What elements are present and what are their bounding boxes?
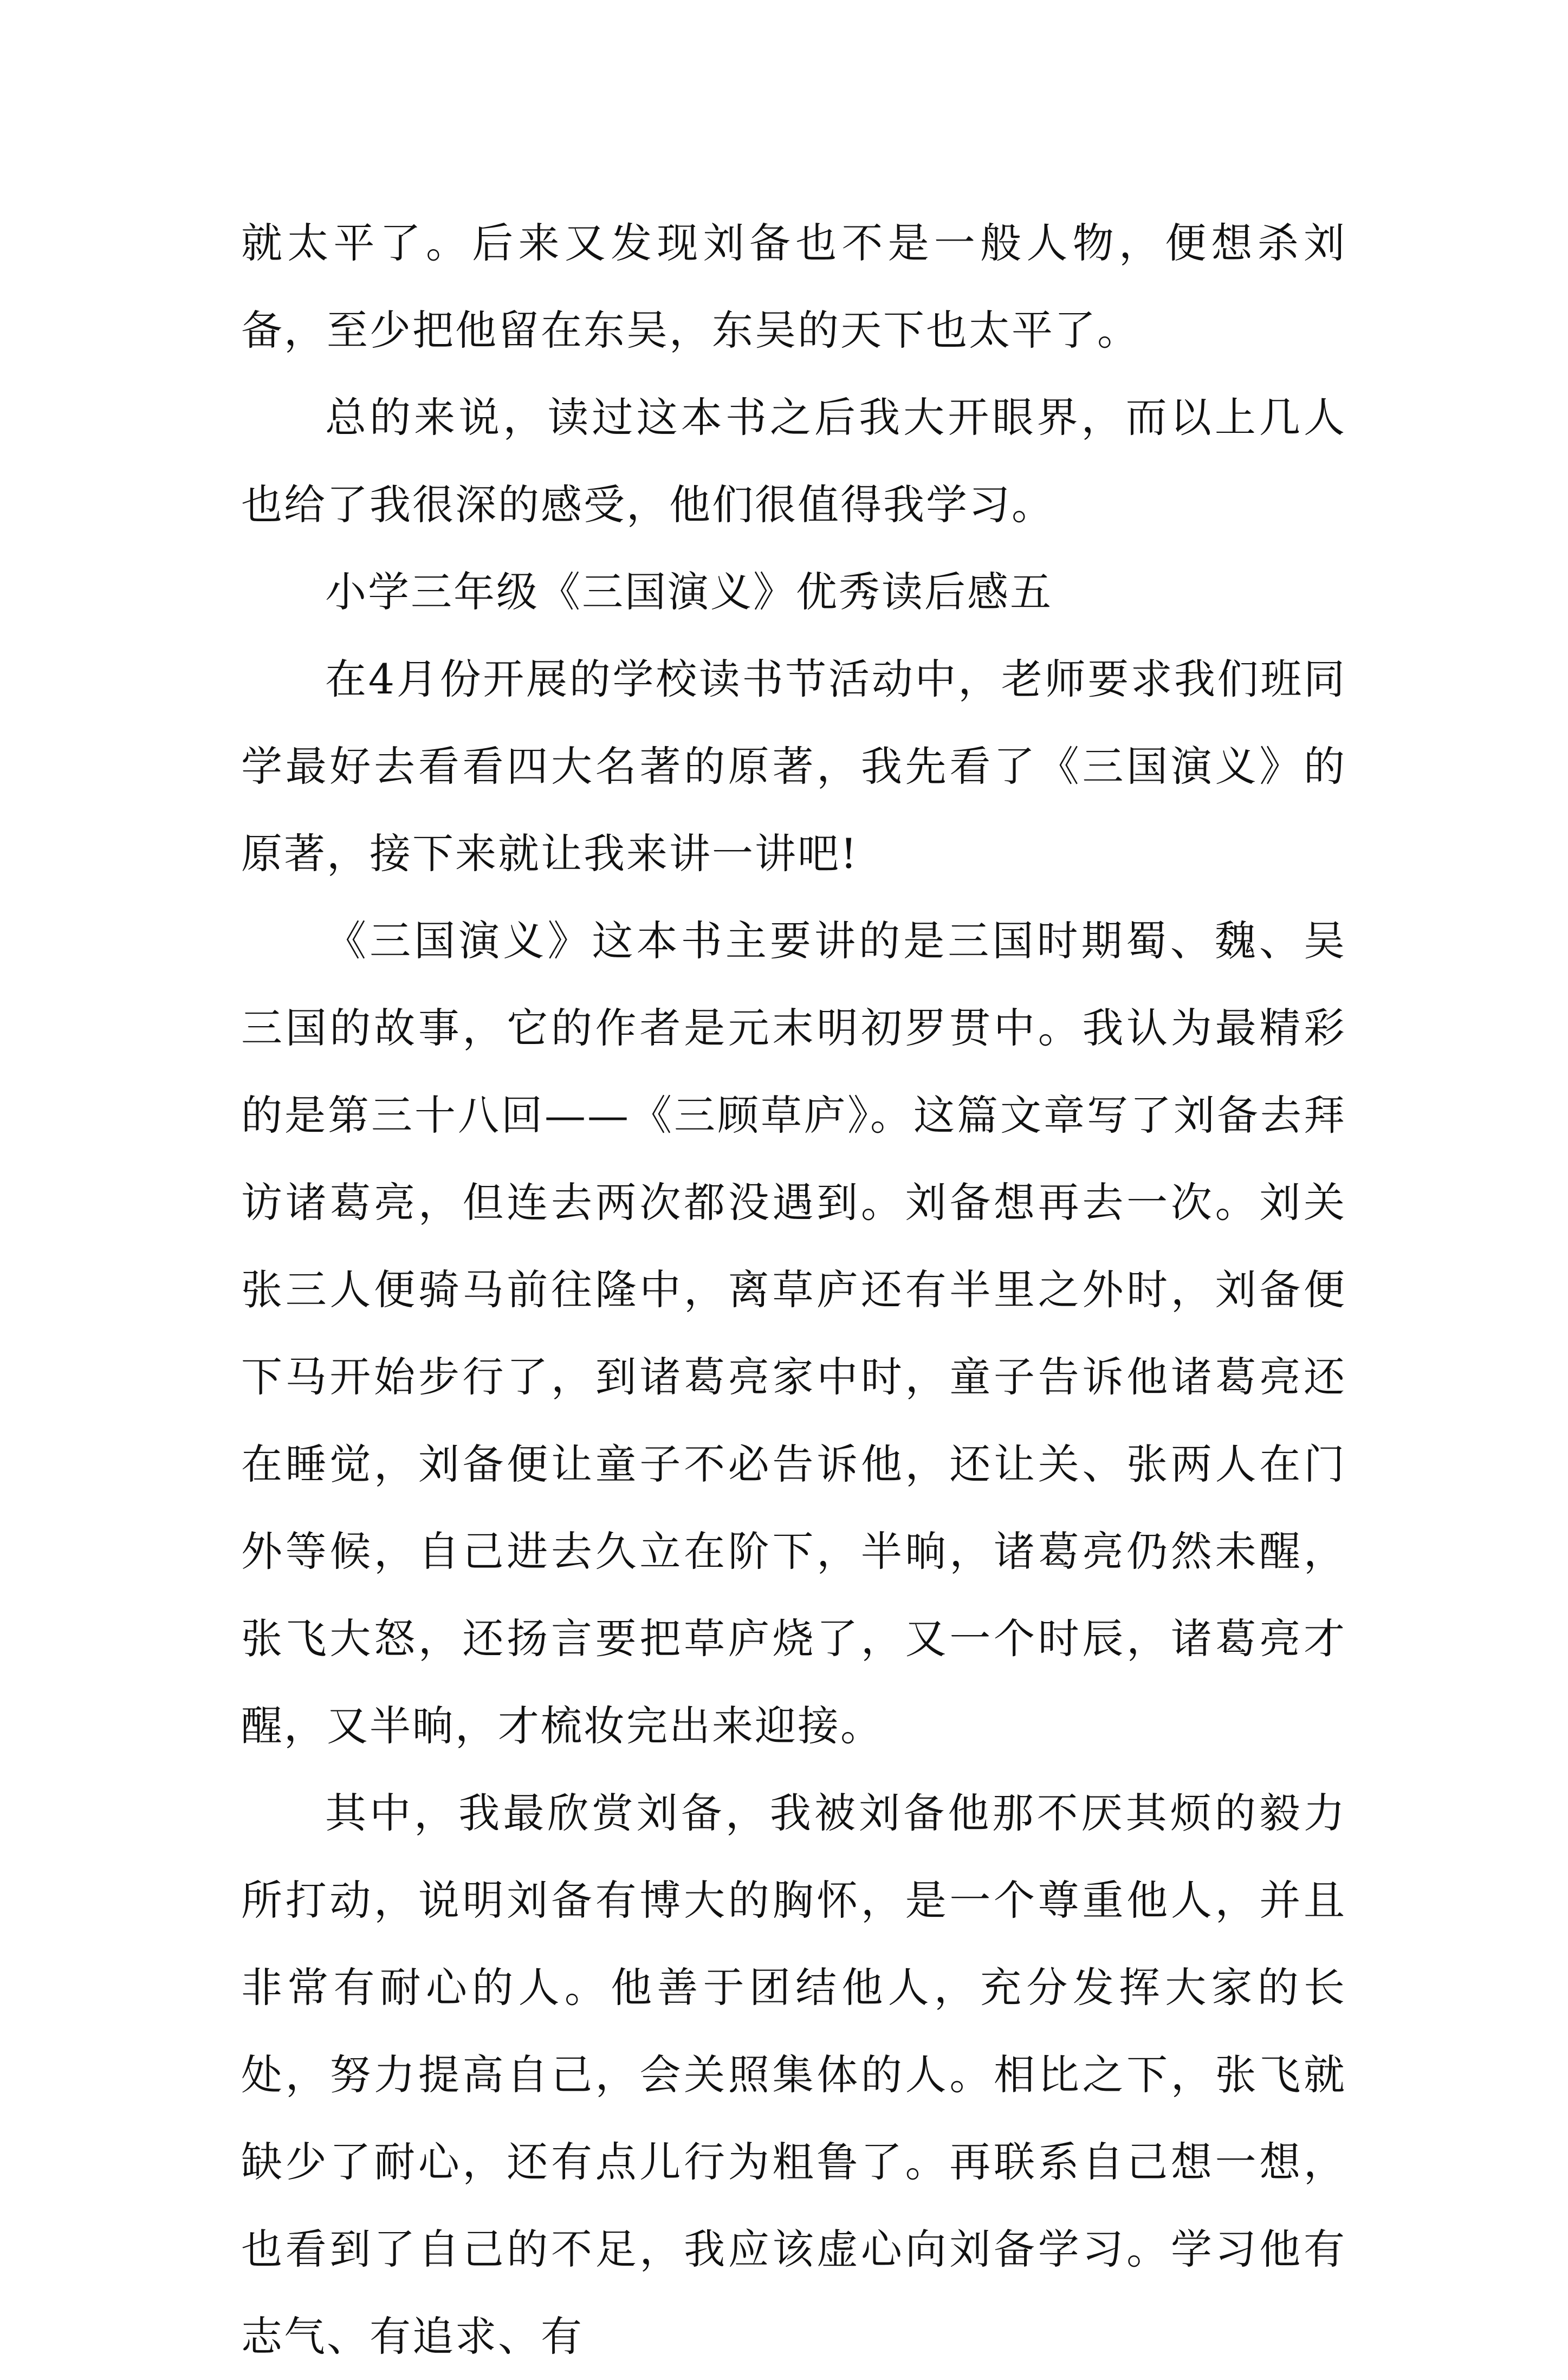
document-body	[241, 199, 1346, 2380]
section-title: 小学三年级《三国演义》优秀读后感五	[325, 568, 1053, 616]
paragraph-summary: 总的来说，读过这本书之后我大开眼界，而以上几人也给了我很深的感受，他们很值得我学习。	[241, 393, 1346, 529]
paragraph-intro: 在4月份开展的学校读书节活动中，老师要求我们班同学最好去看看四大名著的原著，我先看了《三国演义》的原著，接下来就让我来讲一讲吧!	[241, 655, 1346, 878]
paragraph-continuation: 就太平了。后来又发现刘备也不是一般人物，便想杀刘备，至少把他留在东吴，东吴的天下也太平了。	[241, 219, 1346, 354]
paragraph-reflection: 其中，我最欣赏刘备，我被刘备他那不厌其烦的毅力所打动，说明刘备有博大的胸怀，是一个尊重他人，并且非常有耐心的人。他善于团结他人，充分发挥大家的长处，努力提高自己，会关照集体的人。相比之下，张飞就缺少了耐心，还有点儿行为粗鲁了。再联系自己想一想，也看到了自己的不足，我应该虚心向刘备学习。学习他有志气、有追求、有	[241, 1789, 1346, 2360]
paragraph-story: 《三国演义》这本书主要讲的是三国时期蜀、魏、吴三国的故事，它的作者是元末明初罗贯中。我认为最精彩的是第三十八回——《三顾草庐》。这篇文章写了刘备去拜访诸葛亮，但连去两次都没遇到。刘备想再去一次。刘关张三人便骑马前往隆中，离草庐还有半里之外时，刘备便下马开始步行了，到诸葛亮家中时，童子告诉他诸葛亮还在睡觉，刘备便让童子不必告诉他，还让关、张两人在门外等候，自己进去久立在阶下，半晌，诸葛亮仍然未醒，张飞大怒，还扬言要把草庐烧了，又一个时辰，诸葛亮才醒，又半晌，才梳妆完出来迎接。	[241, 917, 1346, 1750]
